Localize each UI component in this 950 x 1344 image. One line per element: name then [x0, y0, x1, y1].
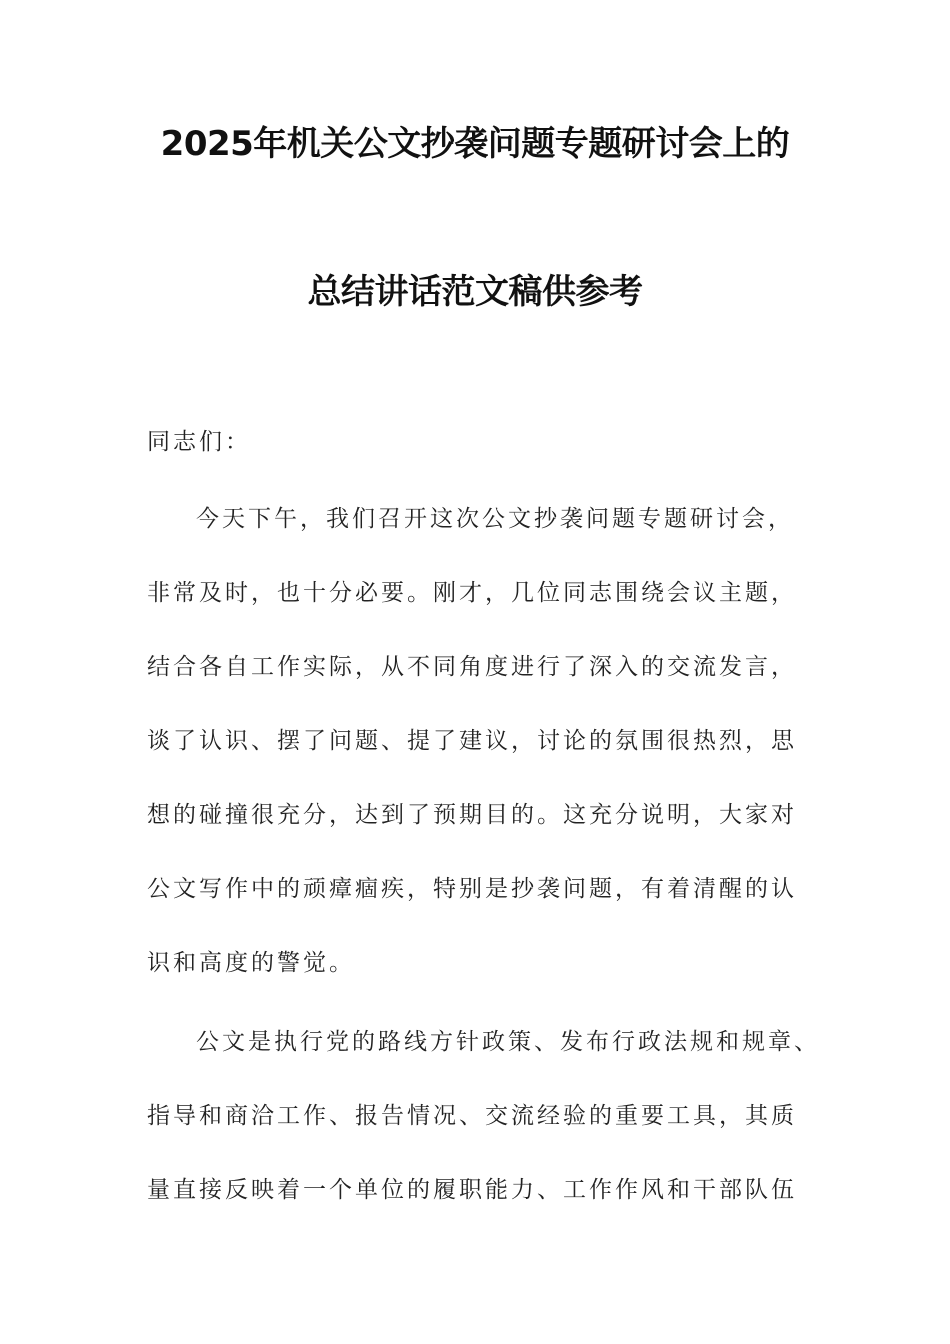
paragraph-2-line: 公文是执行党的路线方针政策、发布行政法规和规章、 [196, 1029, 820, 1055]
paragraph-2-line: 量直接反映着一个单位的履职能力、工作作风和干部队伍 [147, 1177, 797, 1203]
paragraph-1-line: 识和高度的警觉。 [147, 950, 355, 976]
document-title-line-2: 总结讲话范文稿供参考 [307, 272, 643, 312]
document-title-line-1: 2025年机关公文抄袭问题专题研讨会上的 [160, 124, 790, 164]
paragraph-1-line: 想的碰撞很充分，达到了预期目的。这充分说明，大家对 [147, 802, 797, 828]
paragraph-1-line: 今天下午，我们召开这次公文抄袭问题专题研讨会， [196, 506, 794, 532]
paragraph-1-line: 结合各自工作实际，从不同角度进行了深入的交流发言， [147, 654, 797, 680]
paragraph-1-line: 非常及时，也十分必要。刚才，几位同志围绕会议主题， [147, 580, 797, 606]
paragraph-1-line: 谈了认识、摆了问题、提了建议，讨论的氛围很热烈，思 [147, 728, 797, 754]
paragraph-1-line: 公文写作中的顽瘴痼疾，特别是抄袭问题，有着清醒的认 [147, 876, 797, 902]
paragraph-2-line: 指导和商洽工作、报告情况、交流经验的重要工具，其质 [147, 1103, 797, 1129]
salutation: 同志们： [147, 429, 251, 455]
